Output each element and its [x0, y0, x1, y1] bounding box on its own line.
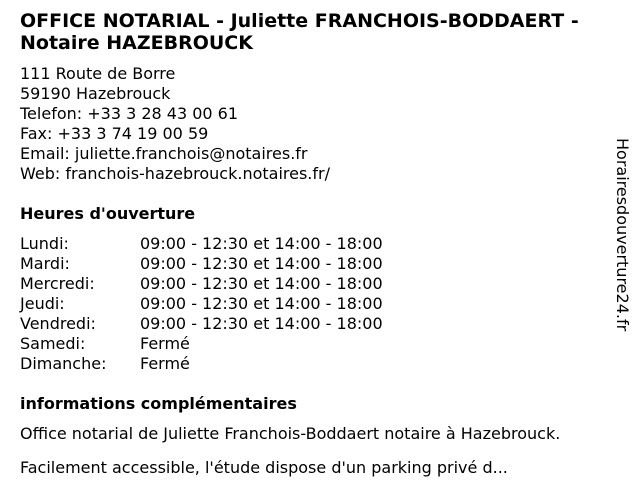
hours-row-friday	[20, 314, 383, 334]
hours-row-monday	[20, 234, 383, 254]
additional-info-line-1: Office notarial de Juliette Franchois-Boddaert notaire à Hazebrouck.	[20, 424, 561, 443]
page-title: OFFICE NOTARIAL - Juliette FRANCHOIS-BODDAERT - Notaire HAZEBROUCK	[20, 10, 579, 54]
day-label: Lundi:	[20, 234, 69, 253]
day-label: Mercredi:	[20, 274, 95, 293]
day-hours: 09:00 - 12:30 et 14:00 - 18:00	[140, 254, 383, 273]
day-hours: Fermé	[140, 334, 190, 353]
hours-row-wednesday	[20, 274, 383, 294]
day-hours: 09:00 - 12:30 et 14:00 - 18:00	[140, 274, 383, 293]
day-hours: 09:00 - 12:30 et 14:00 - 18:00	[140, 294, 383, 313]
address-street: 111 Route de Borre	[20, 64, 176, 83]
day-label: Vendredi:	[20, 314, 96, 333]
hours-row-tuesday	[20, 254, 383, 274]
additional-info-line-2: Facilement accessible, l'étude dispose d'un parking privé d...	[20, 458, 508, 477]
web-line: Web: franchois-hazebrouck.notaires.fr/	[20, 164, 330, 183]
site-watermark: Horairesdouverture24.fr	[613, 138, 632, 332]
day-label: Mardi:	[20, 254, 70, 273]
address-city: 59190 Hazebrouck	[20, 84, 171, 103]
day-hours: Fermé	[140, 354, 190, 373]
additional-info-heading: informations complémentaires	[20, 394, 297, 413]
day-label: Dimanche:	[20, 354, 107, 373]
phone-line: Telefon: +33 3 28 43 00 61	[20, 104, 239, 123]
email-line: Email: juliette.franchois@notaires.fr	[20, 144, 308, 163]
hours-row-saturday	[20, 334, 383, 354]
opening-hours-table	[20, 234, 383, 374]
contact-block	[20, 64, 330, 184]
day-label: Jeudi:	[20, 294, 65, 313]
hours-row-thursday	[20, 294, 383, 314]
day-hours: 09:00 - 12:30 et 14:00 - 18:00	[140, 234, 383, 253]
hours-row-sunday	[20, 354, 383, 374]
opening-hours-heading: Heures d'ouverture	[20, 204, 196, 223]
day-label: Samedi:	[20, 334, 86, 353]
fax-line: Fax: +33 3 74 19 00 59	[20, 124, 209, 143]
day-hours: 09:00 - 12:30 et 14:00 - 18:00	[140, 314, 383, 333]
